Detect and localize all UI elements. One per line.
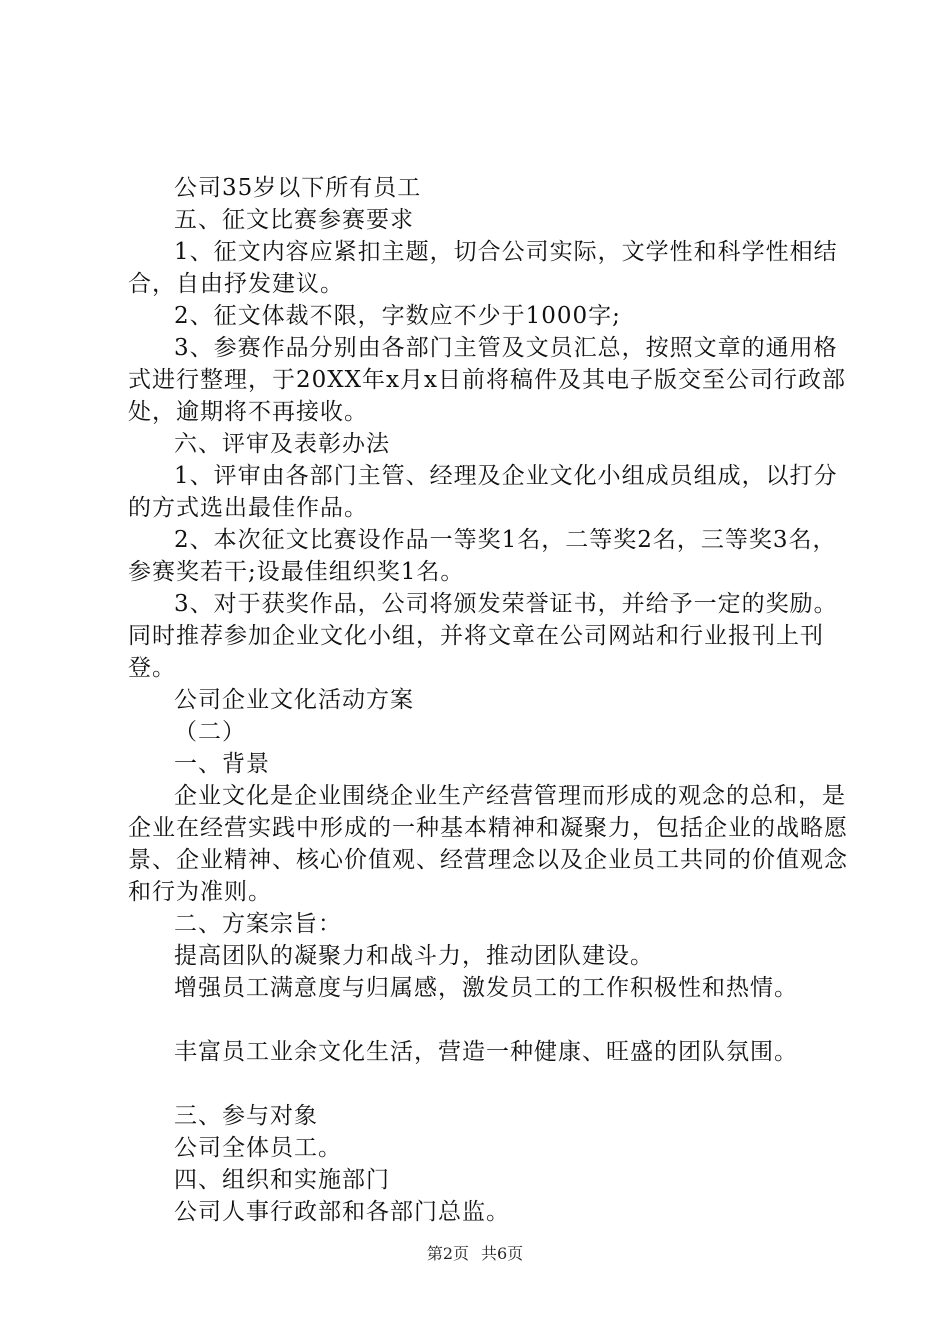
heading-requirements: 五、征文比赛参赛要求 <box>174 207 414 233</box>
heading-review: 六、评审及表彰办法 <box>174 431 390 457</box>
page-footer <box>0 1244 950 1264</box>
paragraph-review-2: 2、本次征文比赛设作品一等奖1名，二等奖2名，三等奖3名，参赛奖若干;设最佳组织奖1名。 <box>128 527 837 585</box>
paragraph-purpose-2: 增强员工满意度与归属感，激发员工的工作积极性和热情。 <box>174 975 798 1001</box>
document-body <box>128 172 848 1228</box>
page-total: 共6页 <box>481 1244 524 1263</box>
paragraph-purpose-1: 提高团队的凝聚力和战斗力，推动团队建设。 <box>174 943 654 969</box>
paragraph-requirement-2: 2、征文体裁不限，字数应不少于1000字; <box>174 303 621 329</box>
paragraph-review-1: 1、评审由各部门主管、经理及企业文化小组成员组成，以打分的方式选出最佳作品。 <box>128 463 838 521</box>
paragraph-participants: 公司全体员工。 <box>174 1135 342 1161</box>
heading-background: 一、背景 <box>174 751 270 777</box>
paragraph-background: 企业文化是企业围绕企业生产经营管理而形成的观念的总和，是企业在经营实践中形成的一种基本精神和凝聚力，包括企业的战略愿景、企业精神、核心价值观、经营理念以及企业员工共同的价值观念和行为准则。 <box>128 783 848 905</box>
paragraph-requirement-1: 1、征文内容应紧扣主题，切合公司实际，文学性和科学性相结合，自由抒发建议。 <box>128 239 838 297</box>
heading-organizers: 四、组织和实施部门 <box>174 1167 390 1193</box>
heading-participants: 三、参与对象 <box>174 1103 318 1129</box>
paragraph-purpose-3: 丰富员工业余文化生活，营造一种健康、旺盛的团队氛围。 <box>174 1039 798 1065</box>
page-number: 第2页 <box>426 1244 469 1263</box>
section-title: 公司企业文化活动方案 <box>174 687 414 713</box>
paragraph-review-3: 3、对于获奖作品，公司将颁发荣誉证书，并给予一定的奖励。同时推荐参加企业文化小组，并将文章在公司网站和行业报刊上刊登。 <box>128 591 838 681</box>
heading-purpose: 二、方案宗旨： <box>174 911 342 937</box>
paragraph-target-staff: 公司35岁以下所有员工 <box>174 175 422 201</box>
paragraph-organizers: 公司人事行政部和各部门总监。 <box>174 1199 510 1225</box>
section-number: （二） <box>174 719 246 745</box>
paragraph-requirement-3: 3、参赛作品分别由各部门主管及文员汇总，按照文章的通用格式进行整理，于20XX年x月x日前将稿件及其电子版交至公司行政部处，逾期将不再接收。 <box>128 335 846 425</box>
